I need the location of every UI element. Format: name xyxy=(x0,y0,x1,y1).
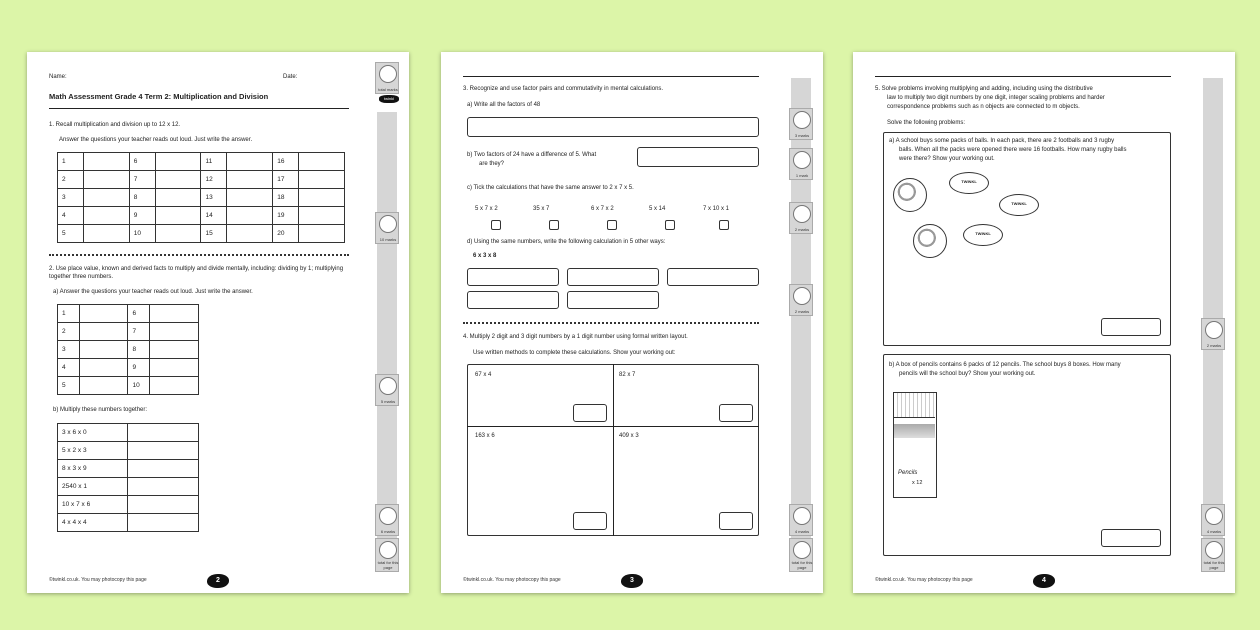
table-row xyxy=(58,323,199,341)
page-total-box: total for this page xyxy=(1201,538,1225,572)
worksheet-page-3 xyxy=(441,52,823,593)
q5a-line-2: balls. When all the packs were opened there were 16 footballs. How many rugby balls xyxy=(899,147,1127,153)
question-number: 18 xyxy=(273,189,299,207)
question-number: 5 xyxy=(58,225,84,243)
answer-cell[interactable] xyxy=(150,305,199,323)
question-number: 11 xyxy=(201,153,227,171)
q1-instruction: Answer the questions your teacher reads out loud. Just write the answer. xyxy=(59,137,253,143)
pencil-box-icon xyxy=(893,392,937,498)
answer-cell[interactable] xyxy=(227,153,273,171)
q3c-tick-checkbox[interactable] xyxy=(607,220,617,230)
question-1: 1. Recall multiplication and division up to 12 x 12. xyxy=(49,122,181,128)
table-row xyxy=(58,377,199,395)
question-number: 4 xyxy=(58,359,80,377)
answer-cell[interactable] xyxy=(127,442,198,460)
question-number: 14 xyxy=(201,207,227,225)
question-number: 19 xyxy=(273,207,299,225)
page-title: Math Assessment Grade 4 Term 2: Multiplication and Division xyxy=(49,92,269,101)
q2b-text: b) Multiply these numbers together: xyxy=(53,407,148,413)
question-5-line-3: correspondence problems such as n objects are connected to m objects. xyxy=(887,104,1080,110)
question-number: 20 xyxy=(273,225,299,243)
question-3: 3. Recognize and use factor pairs and commutativity in mental calculations. xyxy=(463,86,664,92)
q3d-text: d) Using the same numbers, write the following calculation in 5 other ways: xyxy=(467,239,666,245)
table-row xyxy=(58,305,199,323)
answer-cell[interactable] xyxy=(83,153,129,171)
answer-cell[interactable] xyxy=(127,478,198,496)
pencil-box-label: Pencils xyxy=(898,470,918,476)
q3c-option-label: 5 x 14 xyxy=(649,206,666,212)
q3b-answer-box[interactable] xyxy=(637,147,759,167)
answer-cell[interactable] xyxy=(227,225,273,243)
q3b-text-2: are they? xyxy=(479,161,505,167)
worksheet-page-2 xyxy=(27,52,409,593)
rugby-ball-icon: TWINKL xyxy=(949,172,989,194)
q3b-text-1: b) Two factors of 24 have a difference of 5. What xyxy=(467,152,597,158)
q2a-text: a) Answer the questions your teacher reads out loud. Just write the answer. xyxy=(53,289,253,295)
multiplication-expression: 8 x 3 x 9 xyxy=(58,460,128,478)
q3c-text: c) Tick the calculations that have the same answer to 2 x 7 x 5. xyxy=(467,185,634,191)
football-icon xyxy=(893,178,927,212)
table-row xyxy=(58,442,199,460)
q3d-answer-box-2[interactable] xyxy=(567,268,659,286)
table-row xyxy=(58,424,199,442)
answer-cell[interactable] xyxy=(299,207,345,225)
score-box-q5a: 2 marks xyxy=(1201,318,1225,350)
answer-cell[interactable] xyxy=(127,460,198,478)
q3d-answer-box-3[interactable] xyxy=(667,268,759,286)
page-number: 2 xyxy=(207,574,229,588)
name-label: Name: xyxy=(49,74,67,80)
q2a-answer-grid xyxy=(57,304,199,395)
rugby-ball-icon: TWINKL xyxy=(999,194,1039,216)
table-row xyxy=(58,478,199,496)
footer: ©twinkl.co.uk. You may photocopy this page xyxy=(49,577,147,583)
score-box-q3d: 2 marks xyxy=(789,284,813,316)
q4-instruction: Use written methods to complete these calculations. Show your working out: xyxy=(473,350,676,356)
q4-answer-box-2[interactable] xyxy=(719,404,753,422)
q3d-answer-box-4[interactable] xyxy=(467,291,559,309)
question-5-line-1: 5. Solve problems involving multiplying and adding, including using the distributive xyxy=(875,86,1093,92)
question-5-line-2: law to multiply two digit numbers by one digit, integer scaling problems and harder xyxy=(887,95,1105,101)
q4-calc-3: 163 x 6 xyxy=(475,433,495,439)
answer-cell[interactable] xyxy=(299,189,345,207)
answer-cell[interactable] xyxy=(79,323,128,341)
answer-cell[interactable] xyxy=(127,424,198,442)
question-number: 9 xyxy=(128,359,150,377)
answer-cell[interactable] xyxy=(155,153,201,171)
score-sidebar xyxy=(1201,52,1225,593)
score-box-q4: 4 marks xyxy=(789,504,813,536)
answer-cell[interactable] xyxy=(79,341,128,359)
multiplication-expression: 3 x 6 x 0 xyxy=(58,424,128,442)
answer-cell[interactable] xyxy=(83,207,129,225)
multiplication-expression: 5 x 2 x 3 xyxy=(58,442,128,460)
answer-cell[interactable] xyxy=(299,225,345,243)
score-box-q2b: 6 marks xyxy=(375,504,399,536)
answer-cell[interactable] xyxy=(155,207,201,225)
table-row xyxy=(58,341,199,359)
twinkl-logo: twinkl xyxy=(379,95,399,103)
question-number: 12 xyxy=(201,171,227,189)
q3d-calc: 6 x 3 x 8 xyxy=(473,253,497,259)
multiplication-expression: 10 x 7 x 6 xyxy=(58,496,128,514)
question-number: 8 xyxy=(128,341,150,359)
answer-cell[interactable] xyxy=(150,323,199,341)
q4-calc-4: 409 x 3 xyxy=(619,433,639,439)
q3c-option-label: 7 x 10 x 1 xyxy=(703,206,730,212)
footer: ©twinkl.co.uk. You may photocopy this page xyxy=(463,577,561,583)
answer-cell[interactable] xyxy=(150,377,199,395)
answer-cell[interactable] xyxy=(155,171,201,189)
q3a-text: a) Write all the factors of 48 xyxy=(467,102,541,108)
q5a-answer-box[interactable] xyxy=(1101,318,1161,336)
score-sidebar xyxy=(789,52,813,593)
q5b-answer-box[interactable] xyxy=(1101,529,1161,547)
question-number: 8 xyxy=(129,189,155,207)
q4-answer-box-1[interactable] xyxy=(573,404,607,422)
answer-cell[interactable] xyxy=(299,171,345,189)
q3c-tick-checkbox[interactable] xyxy=(491,220,501,230)
q5a-line-3: were there? Show your working out. xyxy=(899,156,995,162)
q4-answer-box-4[interactable] xyxy=(719,512,753,530)
q5a-line-1: a) A school buys some packs of balls. In each pack, there are 2 footballs and 3 rugby xyxy=(889,138,1115,144)
q3d-answer-box-1[interactable] xyxy=(467,268,559,286)
table-row xyxy=(58,153,345,171)
q1-answer-grid xyxy=(57,152,345,243)
table-row xyxy=(58,225,345,243)
answer-cell[interactable] xyxy=(79,359,128,377)
question-4: 4. Multiply 2 digit and 3 digit numbers by a 1 digit number using formal written layout. xyxy=(463,334,688,340)
question-number: 2 xyxy=(58,323,80,341)
q2b-answer-grid xyxy=(57,423,199,532)
answer-cell[interactable] xyxy=(83,189,129,207)
q3d-answer-box-5[interactable] xyxy=(567,291,659,309)
score-box-q2a: 5 marks xyxy=(375,374,399,406)
question-number: 16 xyxy=(273,153,299,171)
answer-cell[interactable] xyxy=(227,171,273,189)
answer-cell[interactable] xyxy=(299,153,345,171)
table-row xyxy=(58,460,199,478)
score-box-q3b: 1 mark xyxy=(789,148,813,180)
multiplication-expression: 4 x 4 x 4 xyxy=(58,514,128,532)
q4-calc-2: 82 x 7 xyxy=(619,372,636,378)
q5-instruction: Solve the following problems: xyxy=(887,120,966,126)
answer-cell[interactable] xyxy=(79,377,128,395)
table-row xyxy=(58,496,199,514)
q4-calc-1: 67 x 4 xyxy=(475,372,492,378)
answer-cell[interactable] xyxy=(83,225,129,243)
rugby-ball-icon: TWINKL xyxy=(963,224,1003,246)
answer-cell[interactable] xyxy=(227,207,273,225)
football-icon xyxy=(913,224,947,258)
total-score-box: total marks xyxy=(375,62,399,94)
score-box-q3a: 3 marks xyxy=(789,108,813,140)
table-row xyxy=(58,514,199,532)
question-number: 1 xyxy=(58,305,80,323)
score-sidebar xyxy=(375,52,399,593)
answer-cell[interactable] xyxy=(155,225,201,243)
question-number: 6 xyxy=(129,153,155,171)
score-box-q1: 10 marks xyxy=(375,212,399,244)
q5b-line-2: pencils will the school buy? Show your working out. xyxy=(899,371,1036,377)
question-number: 1 xyxy=(58,153,84,171)
q3a-answer-box[interactable] xyxy=(467,117,759,137)
page-total-box: total for this page xyxy=(789,538,813,572)
question-number: 10 xyxy=(128,377,150,395)
q3c-tick-checkbox[interactable] xyxy=(665,220,675,230)
question-number: 9 xyxy=(129,207,155,225)
answer-cell[interactable] xyxy=(155,189,201,207)
answer-cell[interactable] xyxy=(150,341,199,359)
question-number: 3 xyxy=(58,189,84,207)
question-number: 5 xyxy=(58,377,80,395)
question-number: 10 xyxy=(129,225,155,243)
answer-cell[interactable] xyxy=(79,305,128,323)
answer-cell[interactable] xyxy=(150,359,199,377)
q3c-option-label: 35 x 7 xyxy=(533,206,550,212)
question-number: 7 xyxy=(129,171,155,189)
question-number: 2 xyxy=(58,171,84,189)
question-number: 3 xyxy=(58,341,80,359)
q5b-line-1: b) A box of pencils contains 6 packs of 12 pencils. The school buys 8 boxes. How many xyxy=(889,362,1121,368)
q3c-option-label: 5 x 7 x 2 xyxy=(475,206,498,212)
question-number: 4 xyxy=(58,207,84,225)
question-number: 17 xyxy=(273,171,299,189)
pencil-box-count: x 12 xyxy=(912,480,923,486)
question-number: 15 xyxy=(201,225,227,243)
score-box-q3c: 2 marks xyxy=(789,202,813,234)
answer-cell[interactable] xyxy=(83,171,129,189)
date-label: Date: xyxy=(283,74,298,80)
question-2: 2. Use place value, known and derived facts to multiply and divide mentally, including: dividing by 1; multiplying together three numbers. xyxy=(49,266,344,280)
q3c-option-label: 6 x 7 x 2 xyxy=(591,206,614,212)
page-number: 3 xyxy=(621,574,643,588)
answer-cell[interactable] xyxy=(127,496,198,514)
page-total-box: total for this page xyxy=(375,538,399,572)
table-row xyxy=(58,359,199,377)
table-row xyxy=(58,207,345,225)
table-row xyxy=(58,189,345,207)
page-number: 4 xyxy=(1033,574,1055,588)
multiplication-expression: 2540 x 1 xyxy=(58,478,128,496)
q3c-tick-checkbox[interactable] xyxy=(549,220,559,230)
table-row xyxy=(58,171,345,189)
worksheet-page-4 xyxy=(853,52,1235,593)
question-number: 7 xyxy=(128,323,150,341)
answer-cell[interactable] xyxy=(227,189,273,207)
score-box-q5b: 4 marks xyxy=(1201,504,1225,536)
q3c-tick-checkbox[interactable] xyxy=(719,220,729,230)
footer: ©twinkl.co.uk. You may photocopy this page xyxy=(875,577,973,583)
answer-cell[interactable] xyxy=(127,514,198,532)
question-number: 6 xyxy=(128,305,150,323)
question-number: 13 xyxy=(201,189,227,207)
q4-answer-box-3[interactable] xyxy=(573,512,607,530)
